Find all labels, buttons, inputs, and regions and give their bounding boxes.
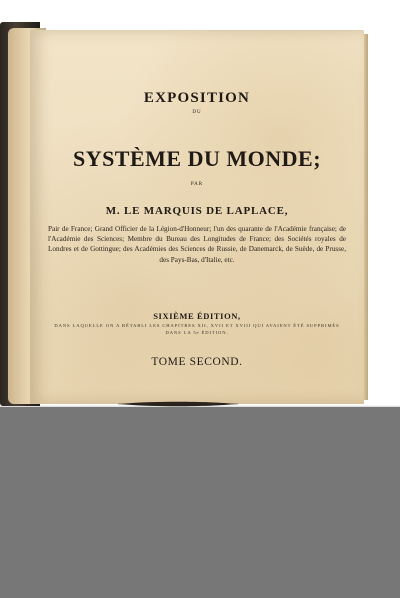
heading-exposition: EXPOSITION bbox=[143, 90, 251, 106]
par-text: PAR bbox=[190, 182, 204, 187]
volume-label: TOME SECOND. bbox=[151, 356, 243, 368]
heading-du: DU bbox=[192, 110, 202, 115]
main-title: SYSTÈME DU MONDE; bbox=[72, 146, 322, 171]
author-titles: Pair de France; Grand Officier de la Légion-d'Honneur; l'un des quarante de l'Académie française; de l'Académie des Sciences; Membre du Bureau des Longitudes de France; des Sociétés royales de Londres et de Gottingue; des Académies des Sciences de Russie, de Danemarck, de Suède, de Prusse, des Pays-Bas, d'Italie, etc. bbox=[48, 225, 346, 264]
author-name: M. LE MARQUIS DE LAPLACE, bbox=[105, 205, 289, 217]
title-page bbox=[30, 30, 364, 404]
gray-overlay-band bbox=[0, 407, 400, 598]
edition-note: DANS LAQUELLE ON A RÉTABLI LES CHAPITRES XII, XVII ET XVIII QUI AVAIENT ÉTÉ SUPPRIMÉS DANS LA 5e ÉDITION. bbox=[54, 323, 340, 335]
edition-label: SIXIÈME ÉDITION, bbox=[153, 311, 241, 321]
